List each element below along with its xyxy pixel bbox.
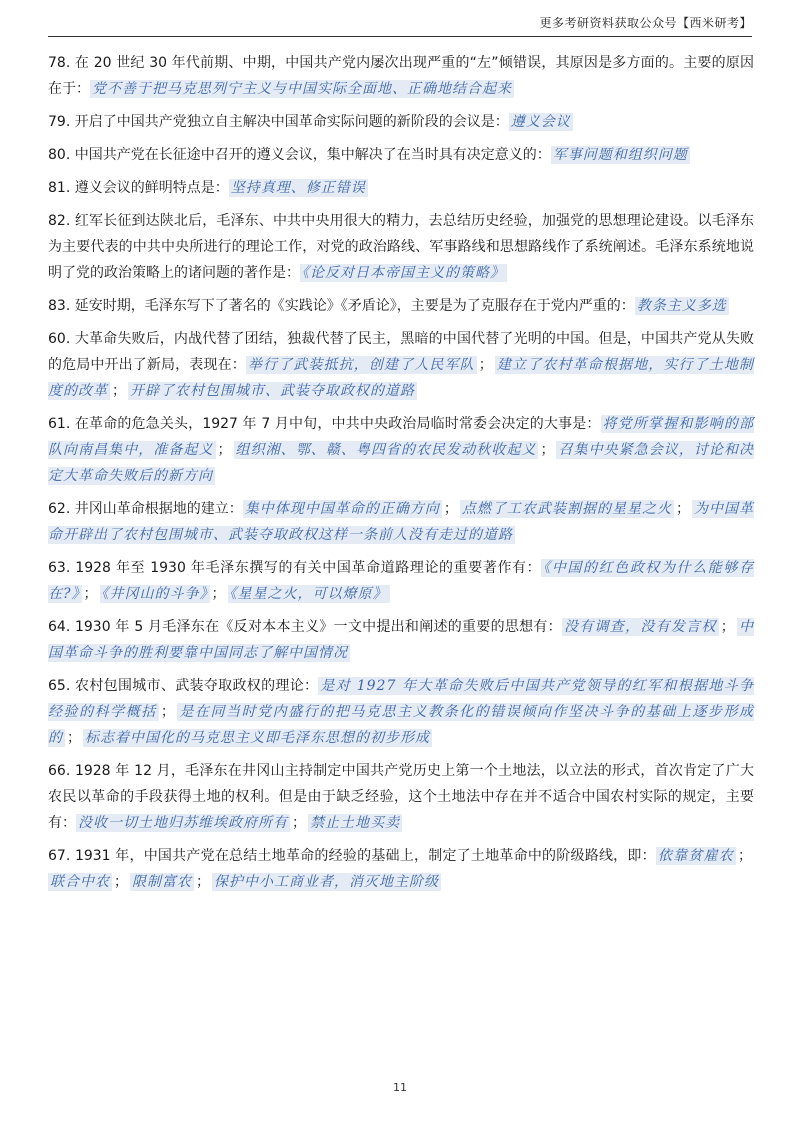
answer-highlight: 举行了武装抵抗，创建了人民军队 <box>247 357 475 373</box>
question-item <box>48 50 754 102</box>
answer-separator: ； <box>478 357 493 373</box>
answer-highlight: 标志着中国化的马克思主义即毛泽东思想的初步形成 <box>85 730 430 746</box>
question-item <box>48 555 754 607</box>
answer-highlight: 《中国的红色政权为什么能够存在?》 <box>48 560 754 602</box>
answer-highlight: 军事问题和组织问题 <box>552 147 688 163</box>
question-item <box>48 614 754 666</box>
page-number: 11 <box>393 1081 407 1094</box>
answer-highlight: 限制富农 <box>132 874 192 890</box>
question-text: 78. 在 20 世纪 30 年代前期、中期，中国共产党内屡次出现严重的“左”倾错误，其原因是多方面的。主要的原因在于： <box>48 55 754 97</box>
answer-highlight: 为中国革命开辟出了农村包围城市、武装夺取政权这样一条前人没有走过的道路 <box>48 501 755 543</box>
answer-highlight: 开辟了农村包围城市、武装夺取政权的道路 <box>130 383 415 399</box>
answer-highlight: 集中体现中国革命的正确方向 <box>244 501 440 517</box>
answer-highlight: 中国革命斗争的胜利要靠中国同志了解中国情况 <box>48 619 755 661</box>
question-text: 83. 延安时期，毛泽东写下了著名的《实践论》《矛盾论》，主要是为了克服存在于党内严重的： <box>48 298 635 314</box>
question-item <box>48 411 754 489</box>
header-text: 更多考研资料获取公众号【西米研考】 <box>539 16 752 30</box>
question-item <box>48 175 754 201</box>
answer-highlight: 禁止土地买卖 <box>310 815 400 831</box>
question-text: 80. 中国共产党在长征途中召开的遵义会议，集中解决了在当时具有决定意义的： <box>48 147 551 163</box>
question-text: 64. 1930 年 5 月毛泽东在《反对本本主义》一文中提出和阐述的重要的思想有： <box>48 619 562 635</box>
question-text: 60. 大革命失败后，内战代替了团结，独裁代替了民主，黑暗的中国代替了光明的中国。但是，中国共产党从失败的危局中开出了新局，表现在： <box>48 331 754 373</box>
answer-separator: ； <box>443 501 458 517</box>
answer-separator: ； <box>67 730 81 746</box>
answer-highlight: 保护中小工商业者，消灭地主阶级 <box>214 874 439 890</box>
answer-separator: ； <box>217 442 232 458</box>
answer-separator: ； <box>540 442 555 458</box>
answer-highlight: 联合中农 <box>50 874 110 890</box>
page-header <box>48 14 752 37</box>
question-text: 82. 红军长征到达陕北后，毛泽东、中共中央用很大的精力，去总结历史经验，加强党的思想理论建设。以毛泽东为主要代表的中共中央所进行的理论工作，对党的政治路线、军事路线和思想路线作了系统阐述。毛泽东系统地说明了党的政治策略上的诸问题的著作是： <box>48 213 754 281</box>
question-item <box>48 673 754 751</box>
question-text: 81. 遵义会议的鲜明特点是： <box>48 180 229 196</box>
question-item <box>48 293 754 319</box>
answer-highlight: 遵义会议 <box>510 114 571 130</box>
question-text: 61. 在革命的危急关头，1927 年 7 月中旬，中共中央政治局临时常委会决定的大事是： <box>48 416 601 432</box>
answer-highlight: 党不善于把马克思列宁主义与中国实际全面地、正确地结合起来 <box>92 81 512 97</box>
question-item <box>48 142 754 168</box>
answer-separator: ； <box>292 815 306 831</box>
question-item <box>48 326 754 404</box>
answer-highlight: 坚持真理、修正错误 <box>230 180 366 196</box>
question-text: 66. 1928 年 12 月，毛泽东在井冈山主持制定中国共产党历史上第一个土地法，以立法的形式，首次肯定了广大农民以革命的手段获得土地的权利。但是由于缺乏经验，这个土地法中存在并不适合中国农村实际的规定，主要有： <box>48 763 754 831</box>
answer-highlight: 组织湘、鄂、赣、粤四省的农民发动秋收起义 <box>235 442 537 458</box>
question-item <box>48 843 754 895</box>
answer-separator: ； <box>211 586 226 602</box>
question-item <box>48 109 754 135</box>
question-text: 67. 1931 年，中国共产党在总结土地革命的经验的基础上，制定了土地革命中的阶级路线，即： <box>48 848 656 864</box>
answer-highlight: 《井冈山的斗争》 <box>101 586 208 602</box>
answer-highlight: 点燃了工农武装割据的星星之火 <box>461 501 672 517</box>
question-item <box>48 758 754 836</box>
answer-separator: ； <box>196 874 210 890</box>
answer-separator: ； <box>675 501 690 517</box>
answer-highlight: 是在同当时党内盛行的把马克思主义教条化的错误倾向作坚决斗争的基础上逐步形成的 <box>48 704 755 746</box>
question-item <box>48 208 754 286</box>
question-text: 63. 1928 年至 1930 年毛泽东撰写的有关中国革命道路理论的重要著作有： <box>48 560 542 576</box>
answer-highlight: 是对 1927 年大革命失败后中国共产党领导的红军和根据地斗争经验的科学概括 <box>48 678 754 720</box>
question-text: 62. 井冈山革命根据地的建立： <box>48 501 243 517</box>
answer-highlight: 《星星之火，可以燎原》 <box>229 586 388 602</box>
answer-separator: ； <box>112 383 126 399</box>
answer-separator: ； <box>114 874 128 890</box>
answer-separator: ； <box>720 619 735 635</box>
answer-highlight: 没收一切土地归苏维埃政府所有 <box>78 815 288 831</box>
question-item <box>48 496 754 548</box>
answer-highlight: 教条主义多选 <box>636 298 727 314</box>
answer-separator: ； <box>160 704 175 720</box>
question-text: 79. 开启了中国共产党独立自主解决中国革命实际问题的新阶段的会议是： <box>48 114 509 130</box>
answer-separator: ； <box>738 848 753 864</box>
answer-highlight: 《论反对日本帝国主义的策略》 <box>302 265 505 281</box>
answer-highlight: 建立了农村革命根据地，实行了土地制度的改革 <box>48 357 755 399</box>
answer-highlight: 没有调查，没有发言权 <box>563 619 717 635</box>
answer-separator: ； <box>83 586 98 602</box>
question-list <box>48 50 754 902</box>
answer-highlight: 召集中央紧急会议，讨论和决定大革命失败后的新方向 <box>48 442 755 484</box>
question-text: 65. 农村包围城市、武装夺取政权的理论： <box>48 678 319 694</box>
answer-highlight: 将党所掌握和影响的部队向南昌集中，准备起义 <box>48 416 754 458</box>
answer-highlight: 依靠贫雇农 <box>657 848 735 864</box>
